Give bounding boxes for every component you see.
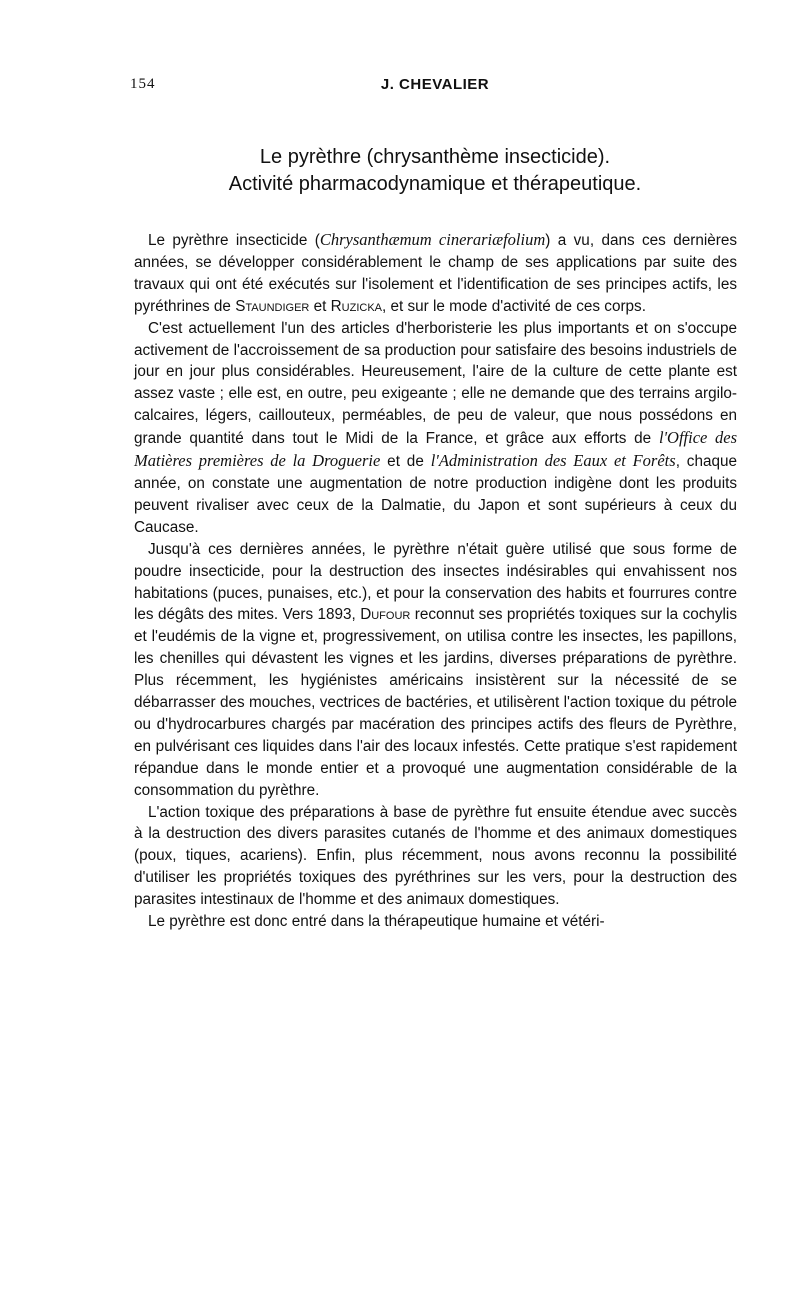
title-line-1: Le pyrèthre (chrysanthème insecticide). — [259, 146, 611, 168]
title-line-2: Activité pharmacodynamique et thérapeutique. — [228, 173, 642, 195]
page-header — [130, 76, 740, 98]
latin-name: Chrysanthæmum cinerariæfolium — [319, 230, 546, 249]
running-head: J. CHEVALIER — [380, 76, 490, 93]
author-name: Ruzicka — [330, 297, 383, 315]
institution-name: l'Administration des Eaux et Forêts — [430, 451, 676, 471]
institution-name: l'Office des Matières premières de la Droguerie — [134, 428, 737, 471]
paragraph-2: C'est actuellement l'un des articles d'herboristerie les plus importants et on s'occupe activement de l'accroissement de sa production pour satisfaire des besoins industriels de jour en jour plus considérables. Heureusement, l'aire de la culture de cette plante est assez vaste ; elle est, en outre, peu exigeante ; elle ne demande que des terrains argilo-calcaires, légers, caillouteux, perméables, de peu de valeur, que nous possédons en grande quantité dans tout le Midi de la France, et grâce aux efforts de l'Office des Matières premières de la Droguerie et de l'Administration des Eaux et Forêts, chaque année, on constate une augmentation de notre production indigène dont les produits peuvent rivaliser avec ceux de la Dalmatie, du Japon et sont supérieurs à ceux du Caucase. — [134, 319, 737, 536]
paragraph-3: Jusqu'à ces dernières années, le pyrèthre n'était guère utilisé que sous forme de poudre insecticide, pour la destruction des insectes indésirables qui envahissent nos habitations (puces, punaises, etc.), et pour la conservation des habits et fourrures contre les dégâts des mites. Vers 1893, Dufour reconnut ses propriétés toxiques sur la cochylis et l'eudémis de la vigne et, progressivement, on utilisa contre les insectes, les papillons, les chenilles qui dévastent les vignes et les jardins, diverses préparations de pyrèthre. Plus récemment, les hygiénistes américains insistèrent sur la nécessité de se débarrasser des mouches, vectrices de bactéries, et utilisèrent l'action toxique du pétrole ou d'hydrocarbures chargés par macération des principes actifs des fleurs de Pyrèthre, en pulvérisant ces liquides dans l'air des locaux infestés. Cette pratique s'est rapidement répandue dans le monde entier et a provoqué une augmentation considérable de la consommation du pyrèthre. — [134, 540, 737, 799]
author-name: Staundiger — [235, 297, 310, 315]
author-name: Dufour — [360, 606, 411, 624]
paragraph-1: Le pyrèthre insecticide (Chrysanthæmum cinerariæfolium) a vu, dans ces dernières années, se développer considérablement le champ de ses applications par suite des travaux qui ont été exécutés sur l'isolement et l'identification de ses principes actifs, les pyréthrines de Staundiger et Ruzicka, et sur le mode d'activité de ces corps. — [134, 230, 737, 315]
paragraph-5: Le pyrèthre est donc entré dans la thérapeutique humaine et vétéri- — [148, 913, 605, 931]
article-title — [130, 144, 740, 198]
article-body — [134, 229, 737, 933]
paragraph-4: L'action toxique des préparations à base de pyrèthre fut ensuite étendue avec succès à la destruction des divers parasites cutanés de l'homme et des animaux domestiques (poux, tiques, acariens). Enfin, plus récemment, nous avons reconnu la possibilité d'utiliser les propriétés toxiques des pyréthrines sur les vers, pour la destruction des parasites intestinaux de l'homme et des animaux domestiques. — [134, 803, 737, 909]
page-number: 154 — [130, 76, 156, 92]
